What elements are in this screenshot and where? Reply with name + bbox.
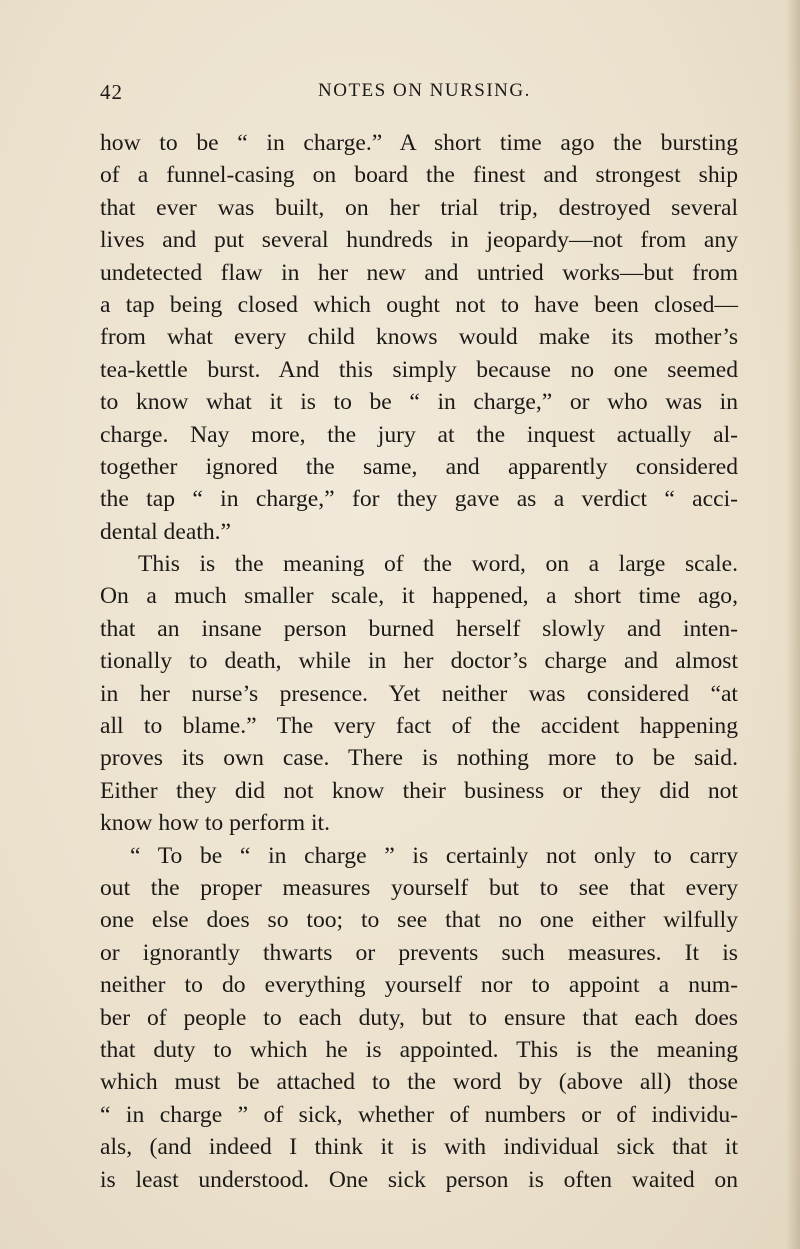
- text-line: lives and put several hundreds in jeopardy—not from any: [100, 227, 738, 254]
- text-line: out the proper measures yourself but to see that every: [100, 874, 738, 901]
- running-title: NOTES ON NURSING.: [318, 80, 531, 101]
- text-line: tea-kettle burst. And this simply because no one seemed: [100, 356, 738, 383]
- text-line: neither to do everything yourself nor to appoint a num-: [100, 972, 738, 999]
- text-line: “ To be “ in charge ” is certainly not only to carry: [130, 842, 738, 869]
- text-line: that ever was built, on her trial trip, destroyed several: [100, 194, 738, 221]
- text-line: dental death.”: [100, 518, 232, 545]
- text-line: als, (and indeed I think it is with individual sick that it: [100, 1134, 738, 1161]
- text-line: or ignorantly thwarts or prevents such measures. It is: [100, 939, 738, 966]
- body-text: [100, 127, 738, 1196]
- text-line: that an insane person burned herself slowly and inten-: [100, 615, 738, 642]
- text-line: which must be attached to the word by (above all) those: [100, 1069, 738, 1096]
- text-line: charge. Nay more, the jury at the inquest actually al-: [100, 421, 738, 448]
- text-line: that duty to which he is appointed. This is the meaning: [100, 1036, 738, 1063]
- text-line: tionally to death, while in her doctor’s charge and almost: [100, 648, 738, 675]
- text-line: know how to perform it.: [100, 810, 331, 837]
- page-number: 42: [100, 80, 123, 104]
- text-line: is least understood. One sick person is often waited on: [100, 1166, 738, 1193]
- text-line: undetected flaw in her new and untried works—but from: [100, 259, 738, 286]
- text-line: one else does so too; to see that no one either wilfully: [100, 907, 738, 934]
- text-line: to know what it is to be “ in charge,” or who was in: [100, 389, 738, 416]
- text-line: ber of people to each duty, but to ensure that each does: [100, 1004, 738, 1031]
- text-line: of a funnel-casing on board the finest and strongest ship: [100, 162, 738, 189]
- text-line: proves its own case. There is nothing more to be said.: [100, 745, 738, 772]
- text-line: a tap being closed which ought not to have been closed—: [100, 291, 738, 318]
- text-line: This is the meaning of the word, on a large scale.: [138, 551, 738, 578]
- page-edge-shadow: [786, 0, 800, 1249]
- text-line: all to blame.” The very fact of the accident happening: [100, 713, 738, 740]
- text-line: from what every child knows would make its mother’s: [100, 324, 738, 351]
- text-line: together ignored the same, and apparently considered: [100, 453, 738, 480]
- text-line: the tap “ in charge,” for they gave as a verdict “ acci-: [100, 486, 738, 513]
- text-line: On a much smaller scale, it happened, a short time ago,: [100, 583, 738, 610]
- text-line: “ in charge ” of sick, whether of numbers or of individu-: [100, 1101, 738, 1128]
- text-line: Either they did not know their business or they did not: [100, 777, 738, 804]
- text-line: in her nurse’s presence. Yet neither was considered “at: [100, 680, 738, 707]
- page-header: [0, 80, 800, 110]
- text-line: how to be “ in charge.” A short time ago the bursting: [100, 130, 738, 156]
